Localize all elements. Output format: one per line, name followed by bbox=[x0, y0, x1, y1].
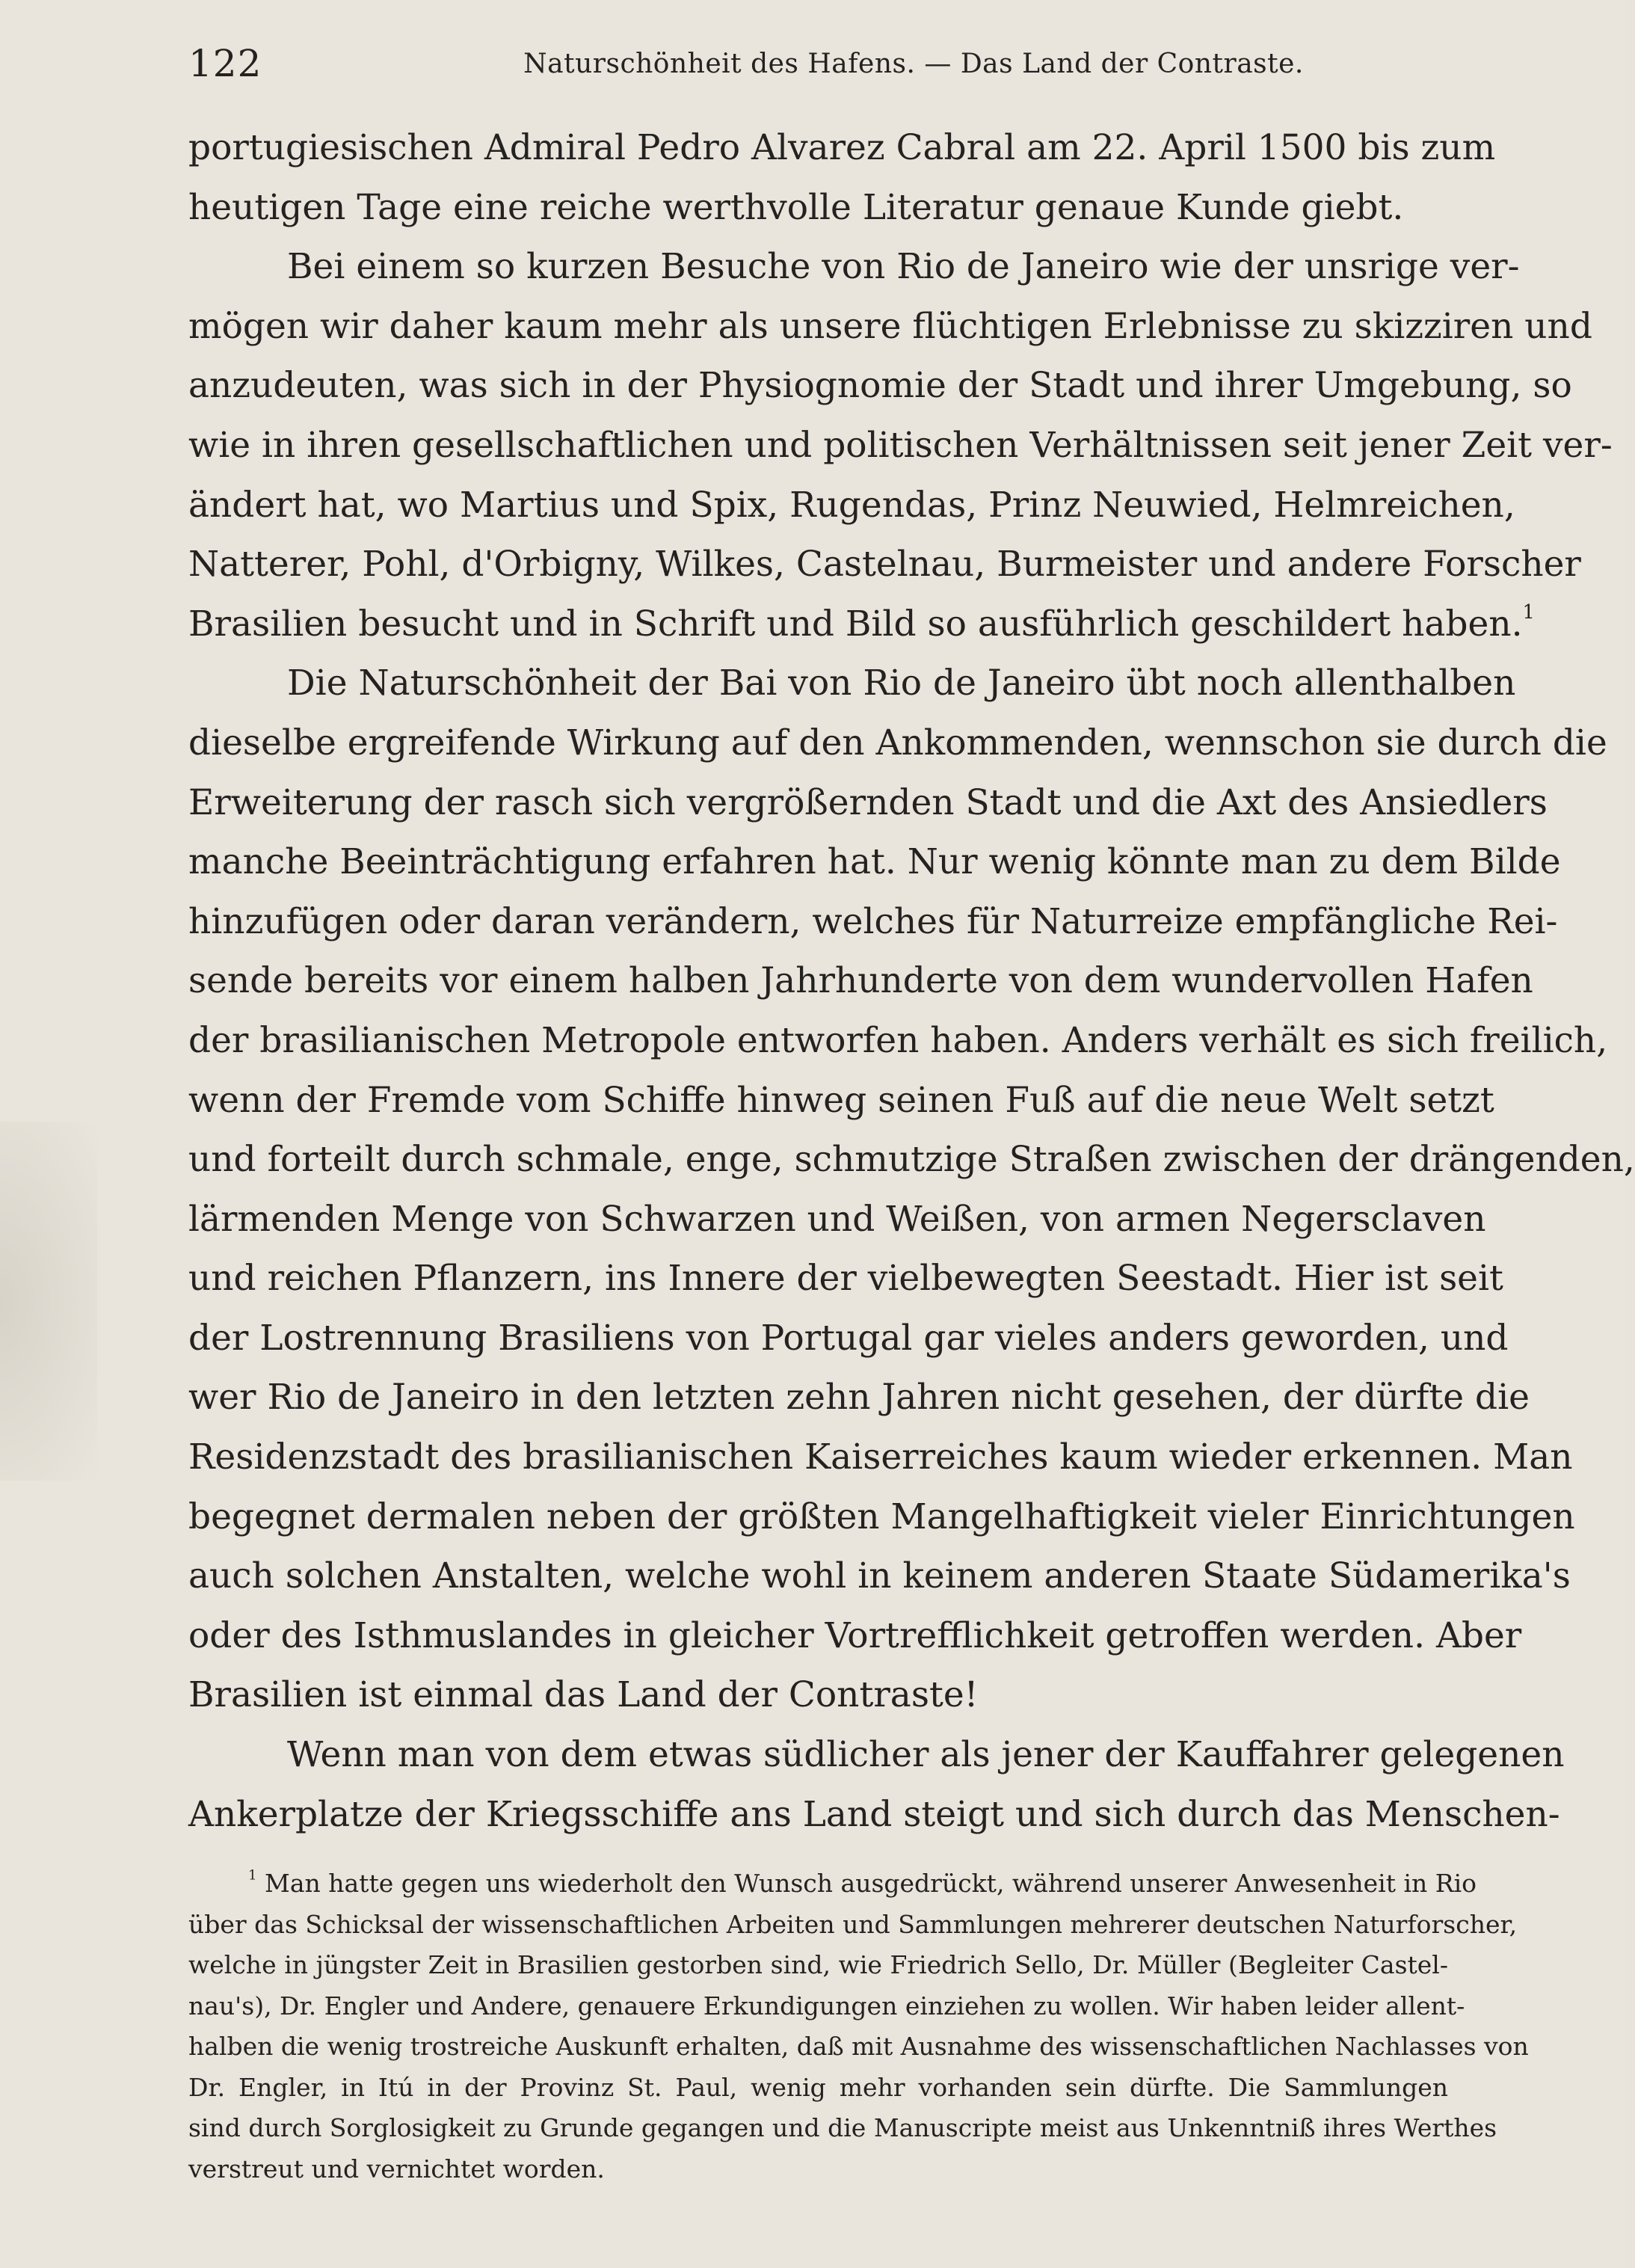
text-line: portugiesischen Admiral Pedro Alvarez Cabral am 22. April 1500 bis zum bbox=[188, 127, 1496, 168]
text-line: Erweiterung der rasch sich vergrößernden Stadt und die Axt des Ansiedlers bbox=[188, 781, 1548, 823]
footnote-line: welche in jüngster Zeit in Brasilien gestorben sind, wie Friedrich Sello, Dr. Müller (Begleiter Castel- bbox=[188, 1950, 1448, 1979]
paper-stain bbox=[0, 1122, 97, 1481]
body-text bbox=[188, 118, 1635, 1844]
text-line: heutigen Tage eine reiche werthvolle Literatur genaue Kunde giebt. bbox=[188, 186, 1404, 228]
text-line: der brasilianischen Metropole entworfen haben. Anders verhält es sich freilich, bbox=[188, 1019, 1608, 1061]
page-header bbox=[188, 37, 1448, 97]
footnote-line: Dr. Engler, in Itú in der Provinz St. Paul, wenig mehr vorhanden sein dürfte. Die Sammlungen bbox=[188, 2072, 1448, 2102]
running-head: Naturschönheit des Hafens. — Das Land der Contraste. bbox=[523, 49, 1304, 79]
text-line bbox=[188, 594, 1535, 654]
text-line-content: Brasilien besucht und in Schrift und Bild so ausführlich geschildert haben. bbox=[188, 603, 1523, 645]
footnote-reference[interactable]: 1 bbox=[1522, 600, 1535, 624]
text-line: wer Rio de Janeiro in den letzten zehn Jahren nicht gesehen, der dürfte die bbox=[188, 1377, 1530, 1419]
footnote-line: sind durch Sorglosigkeit zu Grunde gegangen und die Manuscripte meist aus Unkenntniß ihres Werthes bbox=[188, 2113, 1497, 2142]
text-line: dieselbe ergreifende Wirkung auf den Ankommenden, wennschon sie durch die bbox=[188, 722, 1607, 763]
page-number: 122 bbox=[188, 42, 262, 85]
text-line: ändert hat, wo Martius und Spix, Rugendas, Prinz Neuwied, Helmreichen, bbox=[188, 484, 1515, 526]
text-line: sende bereits vor einem halben Jahrhunderte von dem wundervollen Hafen bbox=[188, 960, 1533, 1002]
footnotes bbox=[188, 1863, 1529, 2189]
text-line: Ankerplatze der Kriegsschiffe ans Land steigt und sich durch das Menschen- bbox=[188, 1793, 1560, 1835]
text-line: manche Beeinträchtigung erfahren hat. Nur wenig könnte man zu dem Bilde bbox=[188, 841, 1561, 883]
footnote-line: über das Schicksal der wissenschaftlichen Arbeiten und Sammlungen mehrerer deutschen Naturforscher, bbox=[188, 1909, 1518, 1939]
footnote-line-content: Man hatte gegen uns wiederholt den Wunsch ausgedrückt, während unserer Anwesenheit in Rio bbox=[265, 1869, 1477, 1898]
text-line: und forteilt durch schmale, enge, schmutzige Straßen zwischen der drängenden, bbox=[188, 1139, 1635, 1181]
text-line: und reichen Pflanzern, ins Innere der vielbewegten Seestadt. Hier ist seit bbox=[188, 1258, 1503, 1300]
footnote-line: nau's), Dr. Engler und Andere, genauere Erkundigungen einziehen zu wollen. Wir haben leider allent- bbox=[188, 1991, 1465, 2020]
text-line: wie in ihren gesellschaftlichen und politischen Verhältnissen seit jener Zeit ver- bbox=[188, 424, 1613, 466]
footnote-line: verstreut und vernichtet worden. bbox=[188, 2154, 605, 2184]
footnote-line: halben die wenig trostreiche Auskunft erhalten, daß mit Ausnahme des wissenschaftlichen Nachlasses von bbox=[188, 2032, 1529, 2061]
text-line: Die Naturschönheit der Bai von Rio de Janeiro übt noch allenthalben bbox=[287, 663, 1516, 704]
text-line: begegnet dermalen neben der größten Mangelhaftigkeit vieler Einrichtungen bbox=[188, 1496, 1575, 1537]
text-line: Residenzstadt des brasilianischen Kaiserreiches kaum wieder erkennen. Man bbox=[188, 1436, 1573, 1478]
text-line: anzudeuten, was sich in der Physiognomie der Stadt und ihrer Umgebung, so bbox=[188, 365, 1572, 407]
text-line: Brasilien ist einmal das Land der Contraste! bbox=[188, 1674, 979, 1716]
footnote-line bbox=[188, 1863, 1477, 1905]
text-line: mögen wir daher kaum mehr als unsere flüchtigen Erlebnisse zu skizziren und bbox=[188, 305, 1592, 347]
text-line: der Lostrennung Brasiliens von Portugal gar vieles anders geworden, und bbox=[188, 1317, 1509, 1359]
footnote-marker: 1 bbox=[248, 1867, 257, 1884]
text-line: Bei einem so kurzen Besuche von Rio de Janeiro wie der unsrige ver- bbox=[287, 246, 1520, 288]
text-line: Wenn man von dem etwas südlicher als jener der Kauffahrer gelegenen bbox=[287, 1734, 1565, 1776]
text-line: auch solchen Anstalten, welche wohl in keinem anderen Staate Südamerika's bbox=[188, 1555, 1571, 1597]
text-line: Natterer, Pohl, d'Orbigny, Wilkes, Castelnau, Burmeister und andere Forscher bbox=[188, 544, 1581, 586]
text-line: lärmenden Menge von Schwarzen und Weißen, von armen Negersclaven bbox=[188, 1198, 1486, 1240]
text-line: hinzufügen oder daran verändern, welches für Naturreize empfängliche Rei- bbox=[188, 900, 1558, 942]
text-line: wenn der Fremde vom Schiffe hinweg seinen Fuß auf die neue Welt setzt bbox=[188, 1079, 1494, 1121]
text-line: oder des Isthmuslandes in gleicher Vortrefflichkeit getroffen werden. Aber bbox=[188, 1614, 1522, 1656]
